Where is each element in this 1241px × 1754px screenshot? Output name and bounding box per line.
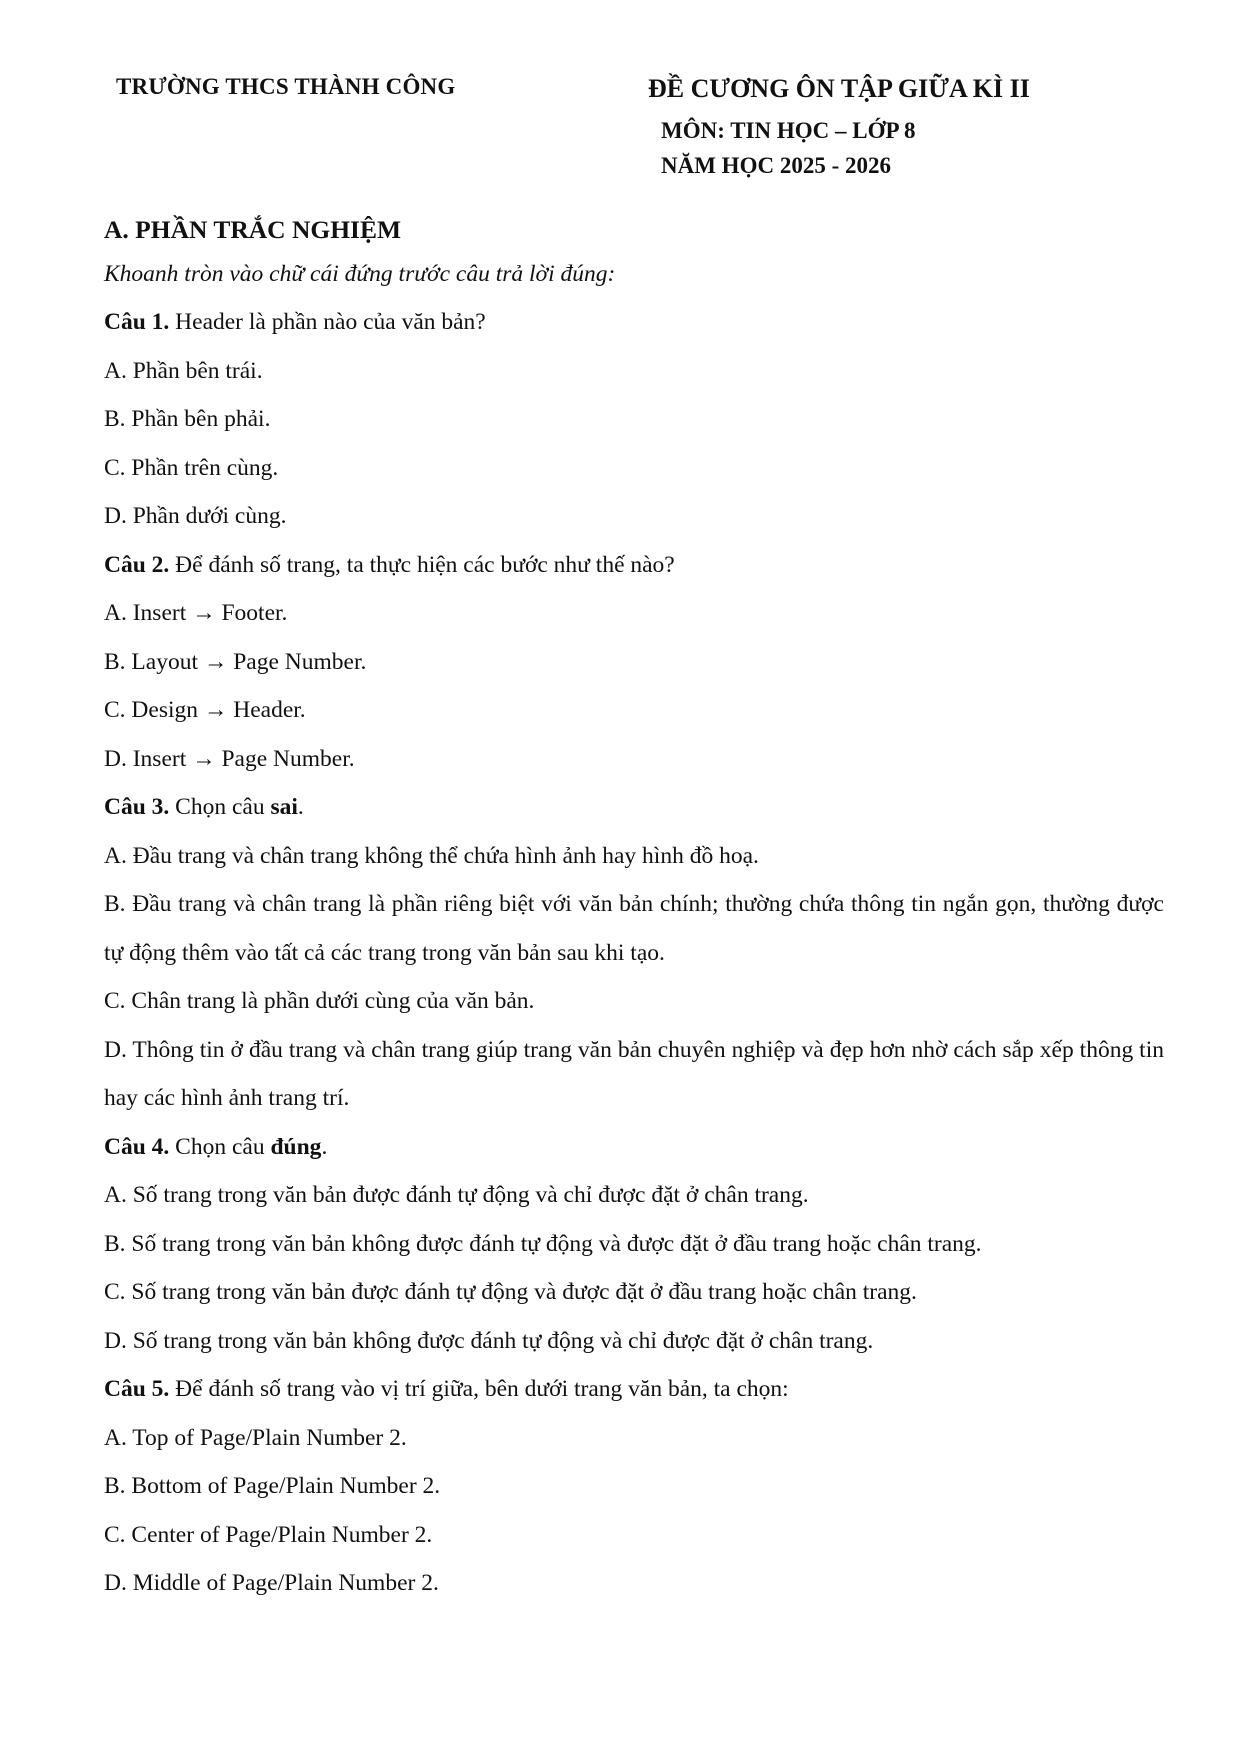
option-4a: A. Số trang trong văn bản được đánh tự động và chỉ được đặt ở chân trang. [104,1182,809,1208]
subject-line: MÔN: TIN HỌC – LỚP 8 [661,118,916,143]
question-4 [104,1123,1164,1172]
option-1d: D. Phần dưới cùng. [104,503,287,529]
document-title: ĐỀ CƯƠNG ÔN TẬP GIỮA KÌ II [648,74,1030,103]
instruction: Khoanh tròn vào chữ cái đứng trước câu trả lời đúng: [104,261,616,287]
option-3b: B. Đầu trang và chân trang là phần riêng biệt với văn bản chính; thường chứa thông tin ngắn gọn, thường được tự động thêm vào tất cả các trang trong văn bản sau khi tạo. [104,891,1164,966]
option-5d: D. Middle of Page/Plain Number 2. [104,1570,439,1596]
question-text: Header là phần nào của văn bản? [169,309,486,335]
option-2b: B. Layout → Page Number. [104,648,367,675]
option-3d: D. Thông tin ở đầu trang và chân trang giúp trang văn bản chuyên nghiệp và đẹp hơn nhờ cách sắp xếp thông tin hay các hình ảnh trang trí. [104,1036,1164,1111]
option-2c: C. Design → Header. [104,697,306,723]
section-title: A. PHẦN TRẮC NGHIỆM [104,215,402,244]
question-2 [104,541,1164,590]
question-text: Để đánh số trang vào vị trí giữa, bên dưới trang văn bản, ta chọn: [169,1376,789,1402]
question-number: Câu 2. [104,551,170,578]
option-5c: C. Center of Page/Plain Number 2. [104,1521,433,1548]
option-4c: C. Số trang trong văn bản được đánh tự động và được đặt ở đầu trang hoặc chân trang. [104,1279,917,1305]
question-text-before: Chọn câu [169,794,271,820]
question-number: Câu 1. [104,309,170,335]
question-text: Để đánh số trang, ta thực hiện các bước như thế nào? [169,551,675,578]
question-number: Câu 5. [104,1376,170,1402]
option-4d: D. Số trang trong văn bản không được đánh tự động và chỉ được đặt ở chân trang. [104,1327,874,1354]
option-1a: A. Phần bên trái. [104,357,263,384]
document-body [104,210,1164,1608]
document-header [648,74,1128,179]
school-year-line: NĂM HỌC 2025 - 2026 [661,153,891,178]
option-3a: A. Đầu trang và chân trang không thể chứa hình ảnh hay hình đồ hoạ. [104,842,759,869]
question-1 [104,298,1164,347]
question-5 [104,1365,1164,1414]
question-emphasis: đúng [270,1133,322,1160]
option-1b: B. Phần bên phải. [104,406,271,432]
question-number: Câu 4. [104,1133,170,1160]
option-4b: B. Số trang trong văn bản không được đánh tự động và được đặt ở đầu trang hoặc chân trang. [104,1230,982,1257]
question-text-after: . [321,1133,328,1160]
question-emphasis: sai [270,794,298,820]
question-number: Câu 3. [104,794,170,820]
option-5b: B. Bottom of Page/Plain Number 2. [104,1473,441,1499]
option-5a: A. Top of Page/Plain Number 2. [104,1424,407,1451]
option-2d: D. Insert → Page Number. [104,745,355,772]
question-text-before: Chọn câu [169,1133,271,1160]
option-2a: A. Insert → Footer. [104,600,288,626]
school-name: TRƯỜNG THCS THÀNH CÔNG [116,74,456,99]
option-3c: C. Chân trang là phần dưới cùng của văn bản. [104,988,535,1014]
question-text-after: . [297,794,304,820]
option-1c: C. Phần trên cùng. [104,454,279,481]
question-3 [104,783,1164,832]
